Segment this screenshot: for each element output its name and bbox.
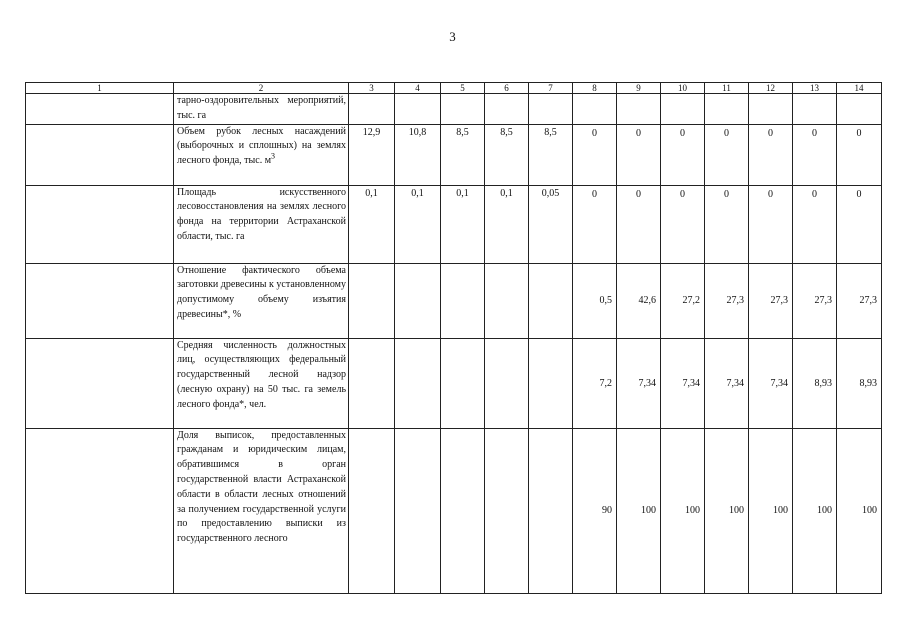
column-number: 11 [705,83,749,94]
value-cell [705,94,749,125]
empty-cell [26,185,174,263]
value-cell [349,94,395,125]
table-row [26,338,882,428]
value-cell: 42,6 [617,263,661,338]
table-row [26,124,882,185]
indicator-name: Средняя численность должностных лиц, осуществляющих федеральный государственный лесной надзор (лесную охрану) на 50 тыс. га земель лесного фонда*, чел. [174,338,349,428]
indicator-name: Площадь искусственного лесовосстановления на землях лесного фонда на территории Астраханской области, тыс. га [174,185,349,263]
value-cell [395,94,441,125]
column-number: 5 [441,83,485,94]
value-cell [441,428,485,593]
value-cell: 0 [837,185,882,263]
value-cell: 0 [749,185,793,263]
value-cell [529,94,573,125]
column-number: 4 [395,83,441,94]
value-cell: 100 [705,428,749,593]
column-number: 9 [617,83,661,94]
empty-cell [26,263,174,338]
empty-cell [26,428,174,593]
table-row [26,428,882,593]
value-cell: 0 [793,124,837,185]
column-number: 8 [573,83,617,94]
column-number-row [26,83,882,94]
indicator-name: тарно-оздоровительных мероприятий, тыс. га [174,94,349,125]
value-cell: 0,1 [395,185,441,263]
value-cell [349,338,395,428]
value-cell: 0,1 [441,185,485,263]
value-cell: 27,3 [749,263,793,338]
table-row [26,263,882,338]
value-cell: 0 [617,185,661,263]
indicator-name: Доля выписок, предоставленных гражданам и юридическим лицам, обратившимся в орган государственной власти Астраханской области в области лесных отношений за получением государственной услуги по предоставлению выписки из государственного лесного [174,428,349,593]
value-cell [529,338,573,428]
value-cell: 100 [793,428,837,593]
value-cell [395,428,441,593]
value-cell: 7,2 [573,338,617,428]
indicator-table [25,82,882,594]
value-cell: 8,5 [529,124,573,185]
value-cell [529,428,573,593]
value-cell [395,263,441,338]
value-cell: 0 [661,124,705,185]
value-cell [485,428,529,593]
value-cell: 0,5 [573,263,617,338]
value-cell: 7,34 [661,338,705,428]
value-cell: 8,93 [793,338,837,428]
value-cell [441,338,485,428]
column-number: 14 [837,83,882,94]
value-cell: 7,34 [617,338,661,428]
empty-cell [26,124,174,185]
column-number: 1 [26,83,174,94]
empty-cell [26,94,174,125]
value-cell: 0 [573,124,617,185]
value-cell [349,428,395,593]
value-cell: 100 [749,428,793,593]
value-cell: 12,9 [349,124,395,185]
value-cell: 0 [837,124,882,185]
column-number: 10 [661,83,705,94]
value-cell: 0 [617,124,661,185]
value-cell [617,94,661,125]
value-cell [485,338,529,428]
value-cell: 7,34 [705,338,749,428]
indicator-name: Объем рубок лесных насаждений (выборочных и сплошных) на землях лесного фонда, тыс. $м^3$ [174,124,349,185]
column-number: 6 [485,83,529,94]
column-number: 13 [793,83,837,94]
value-cell: 0,1 [485,185,529,263]
page-number: 3 [449,29,456,44]
value-cell: 27,3 [837,263,882,338]
value-cell: 0 [705,185,749,263]
value-cell [749,94,793,125]
value-cell: 0,1 [349,185,395,263]
value-cell: 0 [749,124,793,185]
value-cell [441,263,485,338]
value-cell: 0 [661,185,705,263]
value-cell: 7,34 [749,338,793,428]
column-number: 3 [349,83,395,94]
value-cell [349,263,395,338]
value-cell: 0 [573,185,617,263]
value-cell [837,94,882,125]
value-cell: 8,5 [441,124,485,185]
value-cell [793,94,837,125]
value-cell [485,263,529,338]
column-number: 2 [174,83,349,94]
value-cell [485,94,529,125]
value-cell: 0 [705,124,749,185]
column-number: 12 [749,83,793,94]
value-cell [529,263,573,338]
value-cell: 27,2 [661,263,705,338]
value-cell [573,94,617,125]
value-cell [661,94,705,125]
table-row [26,185,882,263]
table-row [26,94,882,125]
indicator-name: Отношение фактического объема заготовки древесины к установленному допустимому объему изъятия древесины*, % [174,263,349,338]
value-cell: 0,05 [529,185,573,263]
value-cell: 27,3 [793,263,837,338]
value-cell: 0 [793,185,837,263]
value-cell: 8,5 [485,124,529,185]
value-cell: 10,8 [395,124,441,185]
value-cell [395,338,441,428]
value-cell: 27,3 [705,263,749,338]
empty-cell [26,338,174,428]
value-cell: 100 [617,428,661,593]
value-cell: 100 [837,428,882,593]
superscript: 3 [271,151,276,161]
value-cell: 100 [661,428,705,593]
column-number: 7 [529,83,573,94]
value-cell [441,94,485,125]
value-cell: 8,93 [837,338,882,428]
value-cell: 90 [573,428,617,593]
